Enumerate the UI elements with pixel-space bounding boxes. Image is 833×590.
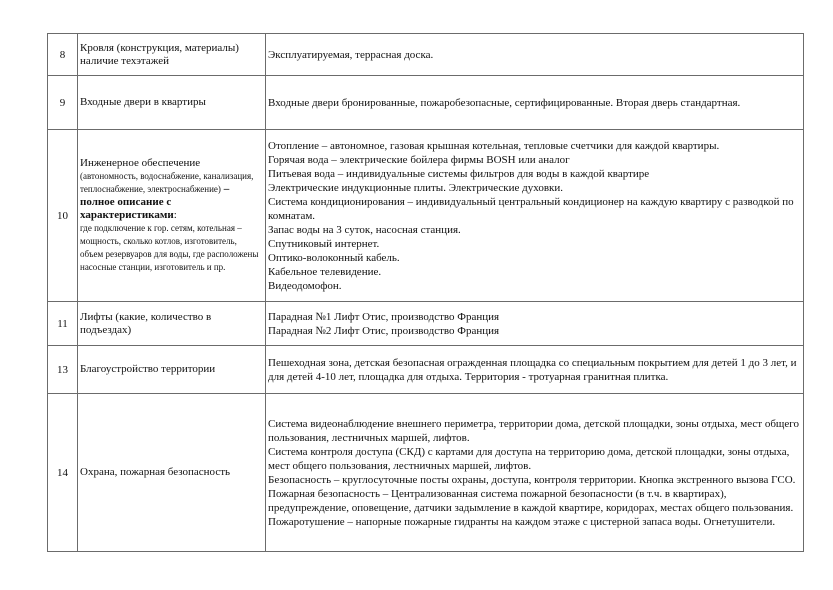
row-name-note: объем резервуаров для воды, где расположены насосные станции, изготовитель и пр. <box>80 249 259 272</box>
description-line: Кабельное телевидение. <box>268 265 382 278</box>
specification-table <box>47 33 804 552</box>
description-line: Входные двери бронированные, пожаробезопасные, сертифицированные. Вторая дверь стандартная. <box>268 96 741 109</box>
row-number: 8 <box>48 34 78 76</box>
row-name: Лифты (какие, количество в подъездах) <box>78 302 266 346</box>
description-line: Питьевая вода – индивидуальные системы фильтров для воды в каждой квартире <box>268 167 650 180</box>
description-line: Безопасность – круглосуточные посты охраны, доступа, контроля территории. Кнопка экстренного вызова ГСО. <box>268 473 796 486</box>
row-name <box>78 130 266 302</box>
row-number: 11 <box>48 302 78 346</box>
description-line: Система контроля доступа (СКД) с картами для доступа на территорию дома, детской площадки, зоны отдыха, мест общего пользования, лестничных маршей, лифтов. <box>268 445 790 472</box>
row-number: 13 <box>48 346 78 394</box>
description-line: Пешеходная зона, детская безопасная огражденная площадка со специальным покрытием для детей 1 до 3 лет, и для детей 4-10 лет, площадка для отдыха. Территория - тротуарная гранитная плитка. <box>268 356 797 383</box>
row-name-note: где подключение к гор. сетям, котельная – мощность, сколько котлов, изготовитель, <box>80 223 242 246</box>
row-description <box>266 302 804 346</box>
description-line: Оптико-волоконный кабель. <box>268 251 400 264</box>
row-number: 14 <box>48 394 78 552</box>
row-description <box>266 346 804 394</box>
row-description <box>266 130 804 302</box>
description-line: Спутниковый интернет. <box>268 237 380 250</box>
description-line: Эксплуатируемая, террасная доска. <box>268 48 434 61</box>
row-number: 9 <box>48 76 78 130</box>
description-line: Пожарная безопасность – Централизованная система пожарной безопасности (в т.ч. в квартирах), предупреждение, оповещение, датчики задымление в каждой квартире, коридорах, местах общего пользования. <box>268 487 794 514</box>
description-line: Отопление – автономное, газовая крышная котельная, тепловые счетчики для каждой квартиры. <box>268 139 720 152</box>
row-name: Охрана, пожарная безопасность <box>78 394 266 552</box>
row-name-emphasis: – полное описание с характеристиками <box>80 183 230 221</box>
table-row <box>48 34 804 76</box>
description-line: Парадная №2 Лифт Отис, производство Франция <box>268 324 500 337</box>
row-name: Благоустройство территории <box>78 346 266 394</box>
description-line: Запас воды на 3 суток, насосная станция. <box>268 223 461 236</box>
table-row <box>48 130 804 302</box>
row-name: Кровля (конструкция, материалы) наличие техэтажей <box>78 34 266 76</box>
table-row <box>48 346 804 394</box>
table-row <box>48 302 804 346</box>
row-name-note: (автономность, водоснабжение, канализация, теплоснабжение, электроснабжение) <box>80 171 254 194</box>
description-line: Видеодомофон. <box>268 279 342 292</box>
description-line: Электрические индукционные плиты. Электрические духовки. <box>268 181 563 194</box>
description-line: Система кондиционирования – индивидуальный центральный кондиционер на каждую квартиру с разводкой по комнатам. <box>268 195 794 222</box>
row-name: Входные двери в квартиры <box>78 76 266 130</box>
description-line: Система видеонаблюдение внешнего периметра, территории дома, детской площадки, зоны отдыха, мест общего пользования, лестничных маршей, лифтов. <box>268 417 800 444</box>
row-description <box>266 34 804 76</box>
row-name-colon: : <box>173 209 177 221</box>
description-line: Парадная №1 Лифт Отис, производство Франция <box>268 310 500 323</box>
description-line: Пожаротушение – напорные пожарные гидранты на каждом этаже с цистерной запаса воды. Огнетушители. <box>268 515 776 528</box>
row-description <box>266 394 804 552</box>
table-row <box>48 76 804 130</box>
row-number: 10 <box>48 130 78 302</box>
row-name-title: Инженерное обеспечение <box>80 157 201 169</box>
table-row <box>48 394 804 552</box>
description-line: Горячая вода – электрические бойлера фирмы BOSH или аналог <box>268 153 570 166</box>
row-description <box>266 76 804 130</box>
